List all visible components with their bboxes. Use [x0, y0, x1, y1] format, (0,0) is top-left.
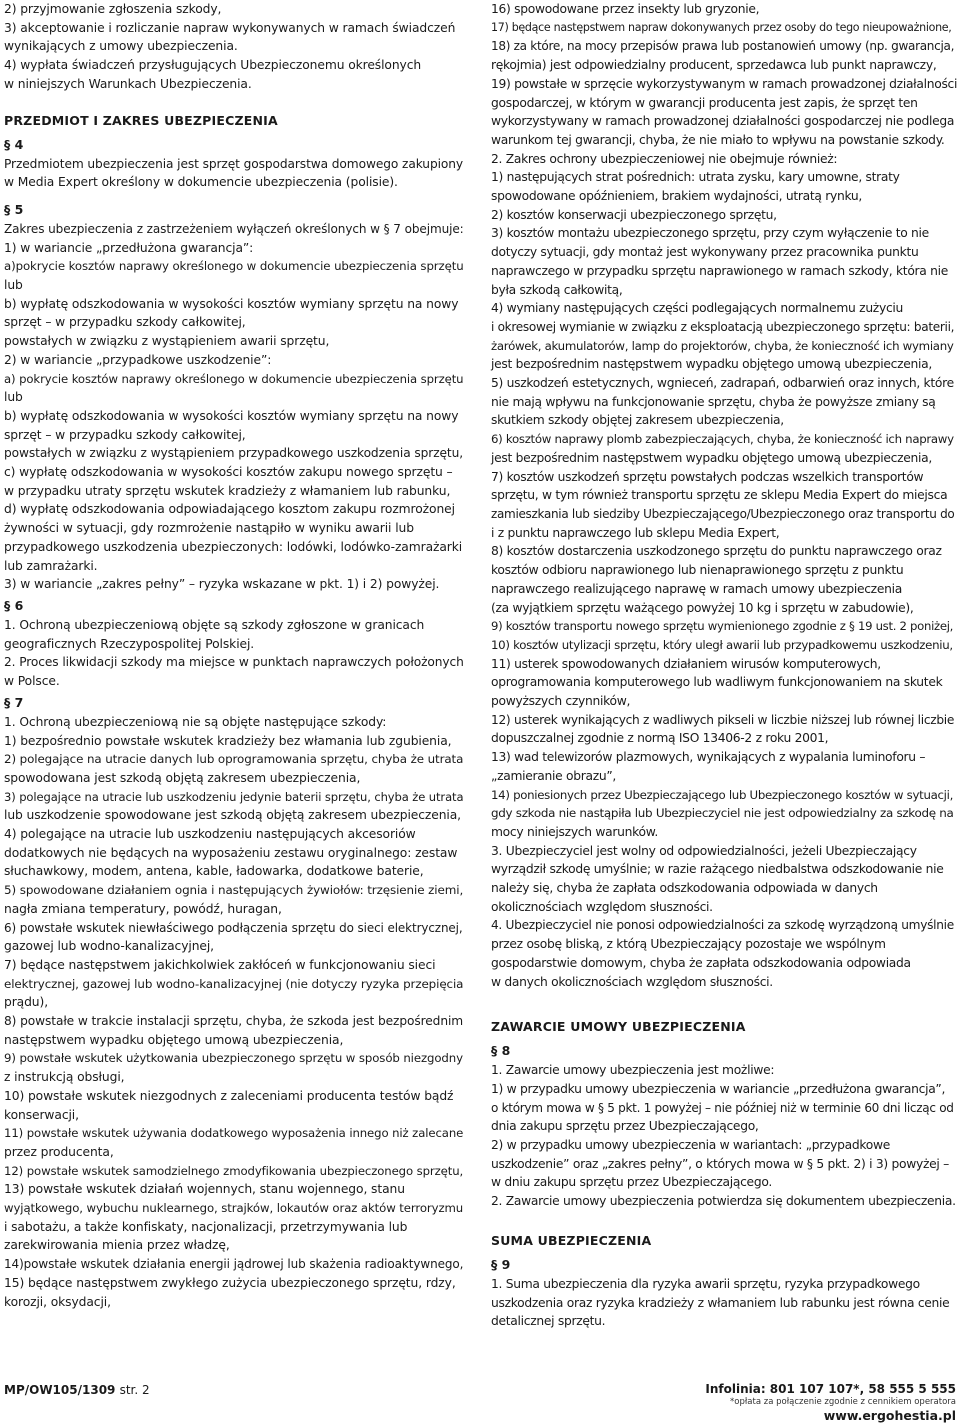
- text-line: 17) będące następstwem napraw dokonywanych przez osoby do tego nieupoważnione,: [491, 20, 952, 34]
- text-line: 15) będące następstwem zwykłego zużycia ubezpieczonego sprzętu, rdzy,: [4, 1275, 456, 1290]
- text-line: 6) powstałe wskutek niewłaściwego podłączenia sprzętu do sieci elektrycznej,: [4, 920, 463, 935]
- text-line: dnia zakupu sprzętu przez Ubezpieczającego,: [491, 1119, 759, 1134]
- text-line: a)pokrycie kosztów naprawy określonego w dokumencie ubezpieczenia sprzętu: [4, 259, 464, 274]
- text-line: 11) usterek spowodowanych działaniem wirusów komputerowych,: [491, 656, 881, 671]
- text-line: wynikających z umowy ubezpieczenia.: [4, 39, 238, 54]
- infolinia: Infolinia: 801 107 107*, 58 555 5 555: [705, 1382, 956, 1396]
- text-line: 14) poniesionych przez Ubezpieczającego lub Ubezpieczonego kosztów w sytuacji,: [491, 787, 954, 802]
- spacer: [4, 94, 466, 111]
- text-line: w Media Expert określony w dokumencie ubezpieczenia (polisie).: [4, 175, 398, 190]
- text-line: konserwacji,: [4, 1107, 79, 1122]
- text-line: 2) w wariancie „przypadkowe uszkodzenie”:: [4, 352, 272, 367]
- paragraph-9-body: [491, 1275, 957, 1331]
- text-line: lub: [4, 278, 23, 293]
- text-line: w przypadku utraty sprzętu wskutek kradzieży z włamaniem lub rabunku,: [4, 483, 451, 498]
- paragraph-mark-6: § 6: [4, 597, 24, 613]
- text-line: 5) spowodowane działaniem ognia i następujących żywiołów: trzęsienie ziemi,: [4, 883, 464, 898]
- text-line: w Polsce.: [4, 674, 60, 689]
- section-heading-przedmiot: PRZEDMIOT I ZAKRES UBEZPIECZENIA: [4, 112, 278, 128]
- text-line: elektrycznej, gazowej lub wodno-kanalizacyjnej (nie dotyczy ryzyka przepięcia: [4, 976, 464, 991]
- text-line: spowodowana jest szkodą objętą zakresem ubezpieczenia,: [4, 770, 361, 785]
- text-line: sprzętu, w tym również transportu sprzętu ze sklepu Media Expert do miejsca: [491, 488, 948, 503]
- text-line: 12) usterek wynikających z wadliwych pikseli w liczbie niższej lub równej liczbie: [491, 712, 955, 727]
- text-line: 1. Ochroną ubezpieczeniową objęte są szkody zgłoszone w granicach: [4, 617, 425, 632]
- text-line: 2) kosztów konserwacji ubezpieczonego sprzętu,: [491, 207, 777, 222]
- text-line: 2. Proces likwidacji szkody ma miejsce w punktach naprawczych położonych: [4, 655, 464, 670]
- text-line: skutkiem szkody objętej zakresem ubezpieczenia,: [491, 413, 784, 428]
- footer-doc-code: [4, 1382, 150, 1398]
- text-line: powstałych w związku z wystąpieniem przypadkowego uszkodzenia sprzętu,: [4, 446, 464, 461]
- text-line: oprogramowania komputerowego lub wadliwym funkcjonowaniem na skutek: [491, 675, 943, 690]
- text-line: 3) w wariancie „zakres pełny” – ryzyka wskazane w pkt. 1) i 2) powyżej.: [4, 577, 440, 592]
- text-line: lub uszkodzenie spowodowane jest szkodą objętą zakresem ubezpieczenia,: [4, 808, 461, 823]
- text-line: naprawczego realizującego naprawę w ramach umowy ubezpieczenia: [491, 581, 902, 596]
- text-line: 2) w przypadku umowy ubezpieczenia w wariantach: „przypadkowe: [491, 1138, 891, 1153]
- text-line: dotyczy sytuacji, gdy montaż jest wykonywany przez pracownika punktu: [491, 245, 919, 260]
- text-line: Przedmiotem ubezpieczenia jest sprzęt gospodarstwa domowego zakupiony: [4, 156, 464, 171]
- text-line: o którym mowa w § 5 pkt. 1 powyżej – nie później niż w terminie 60 dni licząc od: [491, 1100, 954, 1115]
- text-line: 3. Ubezpieczyciel jest wolny od odpowiedzialności, jeżeli Ubezpieczający: [491, 843, 917, 858]
- text-line: powyższych czynników,: [491, 694, 631, 709]
- text-line: 10) powstałe wskutek niezgodnych z zaleceniami producenta testów bądź: [4, 1088, 454, 1103]
- text-line: mocy niniejszych warunków.: [491, 824, 658, 839]
- text-line: 10) kosztów utylizacji sprzętu, który uległ awarii lub przypadkowemu uszkodzeniu,: [491, 637, 953, 652]
- text-line: 1) w przypadku umowy ubezpieczenia w wariancie „przedłużona gwarancja”,: [491, 1081, 946, 1096]
- text-line: słuchawkowy, modem, antena, kable, ładowarka, dodatkowe baterie,: [4, 864, 424, 879]
- spacer: [491, 991, 957, 1017]
- page-footer: [0, 1382, 960, 1426]
- text-line: 3) polegające na utracie lub uszkodzeniu jedynie baterii sprzętu, chyba że utrata: [4, 789, 464, 804]
- text-line: była szkodą całkowitą,: [491, 282, 623, 297]
- text-line: 1. Zawarcie umowy ubezpieczenia jest możliwe:: [491, 1063, 775, 1078]
- text-line: uszkodzenia oraz ryzyka kradzieży z włamaniem lub rabunku jest równa cenie: [491, 1295, 950, 1310]
- paragraph-mark-4: § 4: [4, 136, 24, 152]
- text-line: w danych okolicznościach względom słuszności.: [491, 974, 773, 989]
- text-line: (za wyjątkiem sprzętu ważącego powyżej 10 kg i sprzętu w zabudowie),: [491, 600, 914, 615]
- paragraph-mark-7: § 7: [4, 694, 24, 710]
- text-line: lub zamrażarki.: [4, 558, 98, 573]
- text-line: 12) powstałe wskutek samodzielnego zmodyfikowania ubezpieczonego sprzętu,: [4, 1163, 464, 1178]
- text-line: przypadkowego uszkodzenia ubezpieczonych: lodówki, lodówko-zamrażarki: [4, 539, 463, 554]
- text-line: detalicznej sprzętu.: [491, 1314, 606, 1329]
- text-line: 19) powstałe w sprzęcie wykorzystywanym w ramach prowadzonej działalności: [491, 76, 958, 91]
- text-line: 4) polegające na utracie lub uszkodzeniu następujących akcesoriów: [4, 827, 416, 842]
- text-line: kosztów odbioru naprawionego lub nienaprawionego sprzętu z punktu: [491, 563, 904, 578]
- text-line: 5) uszkodzeń estetycznych, wgnieceń, zadrapań, odbarwień oraz innych, które: [491, 376, 954, 391]
- text-line: b) wypłatę odszkodowania w wysokości kosztów wymiany sprzętu na nowy: [4, 296, 459, 311]
- text-line: sprzęt – w przypadku szkody całkowitej,: [4, 427, 246, 442]
- paragraph-mark-8: § 8: [491, 1043, 511, 1059]
- paragraph-5-body: [4, 220, 466, 594]
- text-line: 1. Suma ubezpieczenia dla ryzyka awarii sprzętu, ryzyka przypadkowego: [491, 1276, 920, 1291]
- text-line: zamieszkania lub siedziby Ubezpieczającego/Ubezpieczonego oraz transportu do: [491, 506, 955, 521]
- text-line: 11) powstałe wskutek używania dodatkowego wyposażenia innego niż zalecane: [4, 1126, 464, 1141]
- text-line: sprzęt – w przypadku szkody całkowitej,: [4, 315, 246, 330]
- text-line: 6) kosztów naprawy plomb zabezpieczających, chyba, że konieczność ich naprawy: [491, 432, 954, 447]
- text-line: korozji, oksydacji,: [4, 1294, 111, 1309]
- text-line: wykorzystywany w ramach prowadzonej działalności gospodarczej nie podlega: [491, 114, 955, 129]
- text-line: 3) akceptowanie i rozliczanie napraw wykonywanych w ramach świadczeń: [4, 20, 456, 35]
- footer-contact: [705, 1382, 956, 1424]
- text-line: z instrukcją obsługi,: [4, 1070, 125, 1085]
- spacer: [4, 192, 466, 200]
- text-line: następstwem wypadku objętego umową ubezpieczenia,: [4, 1032, 344, 1047]
- spacer: [491, 1211, 957, 1231]
- exclusions-continued: [491, 0, 957, 991]
- text-line: 2. Zakres ochrony ubezpieczeniowej nie obejmuje również:: [491, 151, 838, 166]
- text-line: żarówek, akumulatorów, lamp do projektorów, chyba, że konieczność ich wymiany: [491, 338, 954, 353]
- text-line: Zakres ubezpieczenia z zastrzeżeniem wyłączeń określonych w § 7 obejmuje:: [4, 221, 464, 236]
- text-line: gazowej lub wodno-kanalizacyjnej,: [4, 939, 214, 954]
- text-line: gospodarstwie domowym, chyba że zapłata odszkodowania odpowiada: [491, 955, 911, 970]
- text-line: c) wypłatę odszkodowania w wysokości kosztów zakupu nowego sprzętu –: [4, 465, 453, 480]
- text-line: „zamieranie obrazu”,: [491, 768, 617, 783]
- text-line: powstałych w związku z wystąpieniem awarii sprzętu,: [4, 334, 330, 349]
- text-line: gdy szkoda nie nastąpiła lub Ubezpieczyciel nie jest odpowiedzialny za szkodę na: [491, 806, 954, 821]
- left-column: [4, 0, 466, 1311]
- text-line: b) wypłatę odszkodowania w wysokości kosztów wymiany sprzętu na nowy: [4, 408, 459, 423]
- text-line: zarekwirowania mienia przez władzę,: [4, 1238, 230, 1253]
- paragraph-4-body: [4, 155, 466, 192]
- text-line: 1. Ochroną ubezpieczeniową nie są objęte następujące szkody:: [4, 714, 387, 729]
- text-line: i z punktu naprawczego lub sklepu Media Expert,: [491, 525, 780, 540]
- text-line: 9) kosztów transportu nowego sprzętu wymienionego zgodnie z § 19 ust. 2 poniżej,: [491, 619, 954, 634]
- paragraph-7-body: [4, 713, 466, 1312]
- text-line: 13) wad telewizorów plazmowych, wynikających z wypalania luminoforu –: [491, 750, 926, 765]
- text-line: jest bezpośrednim następstwem wypadku objętego umową ubezpieczenia,: [491, 450, 933, 465]
- text-line: jest bezpośrednim następstwem wypadku objętego umową ubezpieczenia,: [491, 357, 933, 372]
- text-line: przez osobę bliską, z którą Ubezpieczający pozostaje we wspólnym: [491, 937, 886, 952]
- text-line: gospodarczej, w którym w gwarancji producenta jest zapis, że sprzęt ten: [491, 95, 918, 110]
- text-line: 7) kosztów uszkodzeń sprzętu powstałych podczas wszelkich transportów: [491, 469, 924, 484]
- text-line: 1) następujących strat pośrednich: utrata zysku, kary umowne, straty: [491, 170, 900, 185]
- text-line: 18) za które, na mocy przepisów prawa lub postanowień umowy (np. gwarancja,: [491, 39, 955, 54]
- text-line: a) pokrycie kosztów naprawy określonego w dokumencie ubezpieczenia sprzętu: [4, 371, 464, 386]
- paragraph-8-body: [491, 1061, 957, 1211]
- text-line: 2) polegające na utracie danych lub oprogramowania sprzętu, chyba że utrata: [4, 752, 464, 767]
- website-link[interactable]: www.ergohestia.pl: [823, 1408, 956, 1423]
- text-line: żywności w sytuacji, gdy rozmrożenie nastąpiło w wyniku awarii lub: [4, 521, 414, 536]
- intro-list: [4, 0, 466, 94]
- text-line: w niniejszych Warunkach Ubezpieczenia.: [4, 76, 252, 91]
- text-line: naprawczego w przypadku sprzętu naprawionego w ramach szkody, która nie: [491, 263, 949, 278]
- doc-code: MP/OW105/1309: [4, 1383, 116, 1397]
- text-line: warunkom tej gwarancji, chyba, że nie miało to wpływu na powstanie szkody.: [491, 132, 945, 147]
- text-line: okolicznościach względom słuszności.: [491, 899, 713, 914]
- section-heading-zawarcie: ZAWARCIE UMOWY UBEZPIECZENIA: [491, 1019, 746, 1035]
- section-heading-suma: SUMA UBEZPIECZENIA: [491, 1232, 652, 1248]
- text-line: 7) będące następstwem jakichkolwiek zakłóceń w funkcjonowaniu sieci: [4, 957, 436, 972]
- text-line: wyjątkowego, wybuchu nuklearnego, strajków, lokautów oraz aktów terroryzmu: [4, 1201, 464, 1216]
- text-line: prądu),: [4, 995, 49, 1010]
- text-line: spowodowane opóźnieniem, brakiem wydajności, utratą rynku,: [491, 189, 863, 204]
- page-number: str. 2: [119, 1383, 150, 1397]
- text-line: 9) powstałe wskutek użytkowania ubezpieczonego sprzętu w sposób niezgodny: [4, 1051, 463, 1066]
- text-line: rękojmia) jest odpowiedzialny producent, sprzedawca lub punkt naprawczy,: [491, 58, 937, 73]
- text-line: 2. Zawarcie umowy ubezpieczenia potwierdza się dokumentem ubezpieczenia.: [491, 1194, 956, 1209]
- text-line: 14)powstałe wskutek działania energii jądrowej lub skażenia radioaktywnego,: [4, 1257, 464, 1272]
- text-line: przez producenta,: [4, 1144, 114, 1159]
- text-line: 1) w wariancie „przedłużona gwarancja”:: [4, 240, 254, 255]
- text-line: 13) powstałe wskutek działań wojennych, stanu wojennego, stanu: [4, 1182, 405, 1197]
- paragraph-mark-9: § 9: [491, 1256, 511, 1272]
- text-line: d) wypłatę odszkodowania odpowiadającego kosztom zakupu rozmrożonej: [4, 502, 455, 517]
- text-line: w dniu zakupu sprzętu przez Ubezpieczającego.: [491, 1175, 772, 1190]
- text-line: 8) powstałe w trakcie instalacji sprzętu, chyba, że szkoda jest bezpośrednim: [4, 1014, 464, 1029]
- text-line: nie mają wpływu na funkcjonowanie sprzętu, chyba że powyższe zmiany są: [491, 394, 936, 409]
- text-line: 3) kosztów montażu ubezpieczonego sprzętu, przy czym wyłączenie to nie: [491, 226, 929, 241]
- text-line: 16) spowodowane przez insekty lub gryzonie,: [491, 2, 760, 16]
- text-line: 4. Ubezpieczyciel nie ponosi odpowiedzialności za szkodę wyrządzoną umyślnie: [491, 918, 954, 933]
- paragraph-mark-5: § 5: [4, 201, 24, 217]
- right-column: [491, 0, 957, 1331]
- text-line: wyrządził szkodę umyślnie; w razie rażącego niedbalstwa odszkodowanie nie: [491, 862, 944, 877]
- text-line: lub: [4, 390, 23, 405]
- text-line: geograficznych Rzeczypospolitej Polskiej.: [4, 636, 255, 651]
- text-line: 4) wypłata świadczeń przysługujących Ubezpieczonemu określonych: [4, 58, 422, 73]
- paragraph-6-body: [4, 616, 466, 691]
- text-line: dopuszczalnej zgodnie z normą ISO 13406-2 z roku 2001,: [491, 731, 829, 746]
- text-line: 4) wymiany następujących części podlegających normalnemu zużyciu: [491, 301, 904, 316]
- text-line: 2) przyjmowanie zgłoszenia szkody,: [4, 2, 222, 16]
- call-cost-footnote: *opłata za połączenie zgodnie z cennikiem operatora: [730, 1397, 956, 1407]
- text-line: uszkodzenie” oraz „zakres pełny”, o których mowa w § 5 pkt. 2) i 3) powyżej –: [491, 1156, 949, 1171]
- text-line: 1) bezpośrednio powstałe wskutek kradzieży bez włamania lub zgubienia,: [4, 733, 452, 748]
- text-line: 8) kosztów dostarczenia uszkodzonego sprzętu do punktu naprawczego oraz: [491, 544, 942, 559]
- text-line: nagła zmiana temperatury, powódź, huragan,: [4, 901, 282, 916]
- text-line: dodatkowych nie będących na wyposażeniu zestawu oryginalnego: zestaw: [4, 845, 458, 860]
- text-line: i sabotażu, a także konfiskaty, nacjonalizacji, przetrzymywania lub: [4, 1219, 408, 1234]
- text-line: należy się, chyba że zapłata odszkodowania odpowiada w danych: [491, 881, 878, 896]
- text-line: i okresowej wymianie w związku z eksploatacją ubezpieczonego sprzętu: baterii,: [491, 319, 955, 334]
